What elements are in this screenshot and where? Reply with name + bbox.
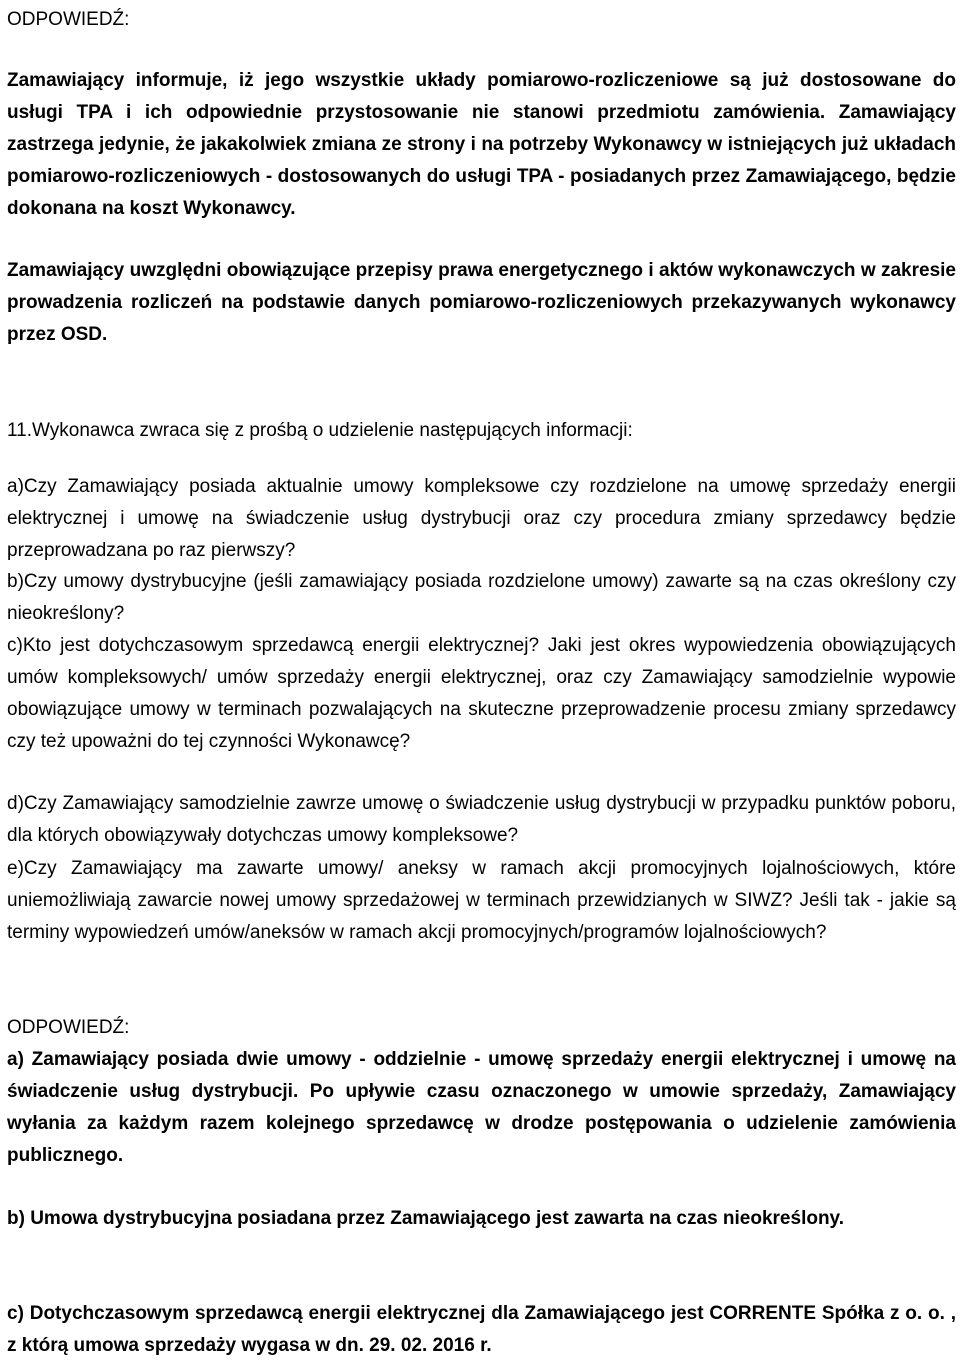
question-11-a: a)Czy Zamawiający posiada aktualnie umowy kompleksowe czy rozdzielone na umowę sprzedaży energii elektrycznej i umowę na świadczenie usług dystrybucji oraz czy procedura zmiany sprzedawcy będzie przeprowadzana po raz pierwszy? [7, 476, 956, 561]
answer-11-a: a) Zamawiający posiada dwie umowy - oddzielnie - umowę sprzedaży energii elektrycznej i umowę na świadczenie usług dystrybucji. Po upływie czasu oznaczonego w umowie sprzedaży, Zamawiający wyłania za każdym razem kolejnego sprzedawcę w drodze postępowania o udzielenie zamówienia publicznego. [7, 1049, 956, 1166]
question-11-d: d)Czy Zamawiający samodzielnie zawrze umowę o świadczenie usług dystrybucji w przypadku punktów poboru, dla których obowiązywały dotychczas umowy kompleksowe? [7, 793, 956, 846]
question-11-b: b)Czy umowy dystrybucyjne (jeśli zamawiający posiada rozdzielone umowy) zawarte są na czas określony czy nieokreślony? [7, 571, 956, 624]
answer-10-paragraph-1: Zamawiający informuje, iż jego wszystkie układy pomiarowo-rozliczeniowe są już dostosowane do usługi TPA i ich odpowiednie przystosowanie nie stanowi przedmiotu zamówienia. Zamawiający zastrzega jedynie, że jakakolwiek zmiana ze strony i na potrzeby Wykonawcy w istniejących już układach pomiarowo-rozliczeniowych - dostosowanych do usługi TPA - posiadanych przez Zamawiającego, będzie dokonana na koszt Wykonawcy. [7, 70, 956, 219]
answer-10-paragraph-2: Zamawiający uwzględni obowiązujące przepisy prawa energetycznego i aktów wykonawczych w zakresie prowadzenia rozliczeń na podstawie danych pomiarowo-rozliczeniowych przekazywanych wykonawcy przez OSD. [7, 260, 956, 345]
question-11-c: c)Kto jest dotychczasowym sprzedawcą energii elektrycznej? Jaki jest okres wypowiedzenia obowiązujących umów kompleksowych/ umów sprzedaży energii elektrycznej, oraz czy Zamawiający samodzielnie wypowie obowiązujące umowy w terminach pozwalających na skuteczne przeprowadzenie procesu zmiany sprzedawcy czy też upoważni do tej czynności Wykonawcę? [7, 635, 956, 752]
answer-heading-2: ODPOWIEDŹ: [7, 1017, 130, 1038]
question-11-intro: 11.Wykonawca zwraca się z prośbą o udzielenie następujących informacji: [7, 420, 633, 441]
question-11-e: e)Czy Zamawiający ma zawarte umowy/ aneksy w ramach akcji promocyjnych lojalnościowych, które uniemożliwiają zawarcie nowej umowy sprzedażowej w terminach przewidzianych w SIWZ? Jeśli tak - jakie są terminy wypowiedzeń umów/aneksów w ramach akcji promocyjnych/programów lojalnościowych? [7, 858, 956, 943]
answer-11-c: c) Dotychczasowym sprzedawcą energii elektrycznej dla Zamawiającego jest CORRENTE Spółka z o. o. , z którą umowa sprzedaży wygasa w dn. 29. 02. 2016 r. [7, 1303, 956, 1356]
answer-heading-1: ODPOWIEDŹ: [7, 9, 130, 30]
answer-11-b: b) Umowa dystrybucyjna posiadana przez Zamawiającego jest zawarta na czas nieokreślony. [7, 1208, 844, 1229]
